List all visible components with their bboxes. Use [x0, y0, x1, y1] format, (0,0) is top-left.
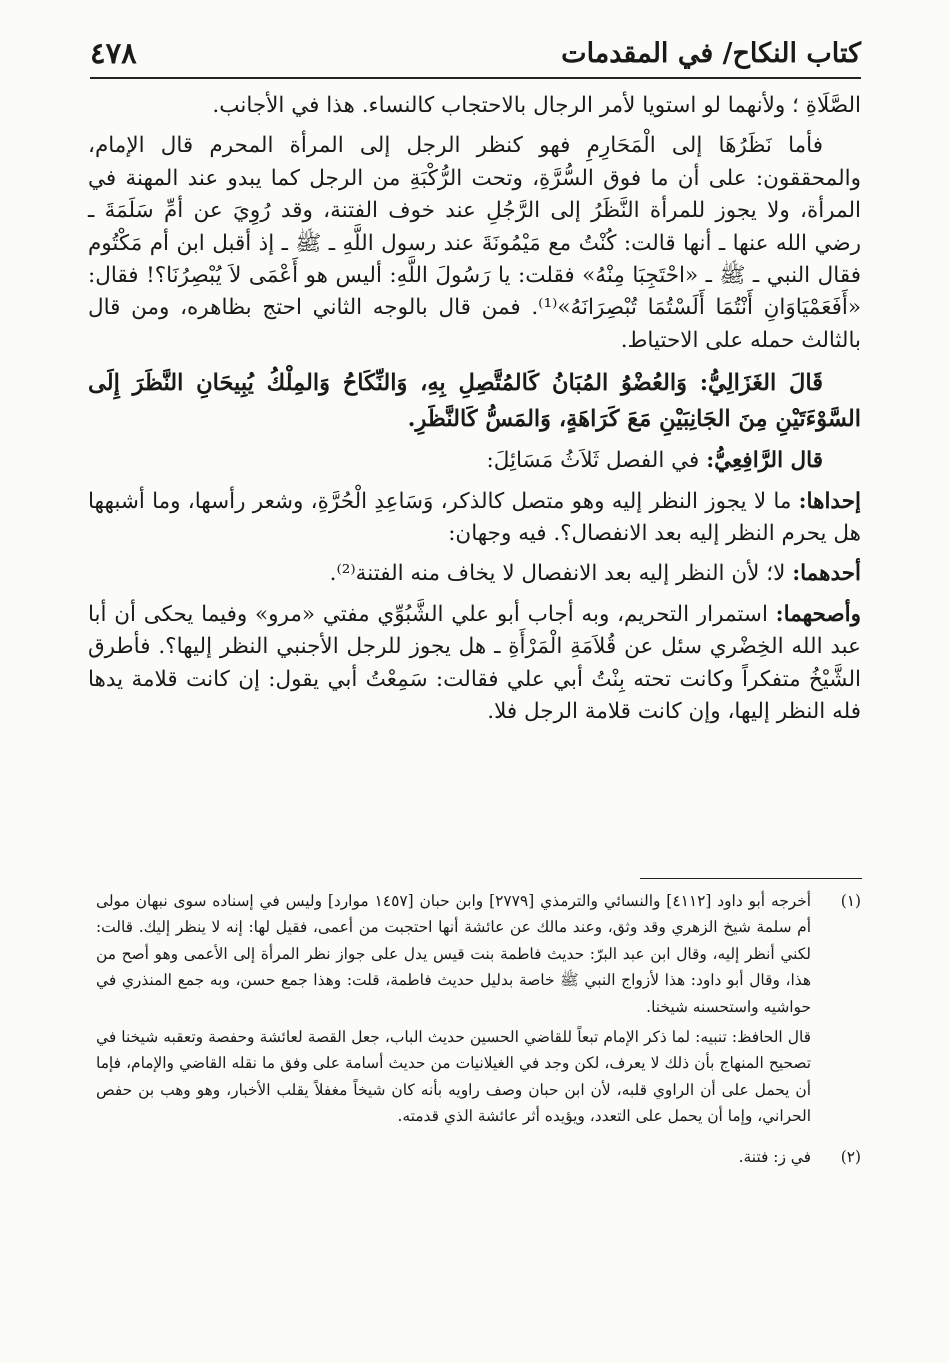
paragraph-first-issue	[88, 486, 861, 551]
footnote-1-number: (١)	[840, 892, 861, 910]
rafii-text: في الفصل ثَلاَثُ مَسَائِلَ:	[486, 448, 700, 474]
footnote-1-hafiz-note: قال الحافظ: تنبيه: لما ذكر الإمام تبعاً للقاضي الحسين حديث الباب، جعل القصة لعائشة وحفصة وتعقبه شيخنا في تصحيح المنهاج بأن ذلك لا يعرف، لكن وجد في الغيلانيات من حديث أسامة على وفق ما نقله القاضي والإمام، فإما أن يحمل على أن الراوي قلبه، لأن ابن حبان وصف راويه بأنه كان شيخاً مغفلاً يقلب الأخبار، وهو وهب بن حفص الحراني، وإما أن يحمل على التعدد، ويؤيده أثر عائشة الذي قدمته.	[96, 1028, 811, 1126]
header-rule	[90, 77, 861, 79]
footnote-2-number: (٢)	[840, 1147, 861, 1166]
main-text	[88, 90, 861, 737]
footnote-1	[96, 888, 861, 1138]
first-view-label: أحدهما:	[792, 561, 861, 587]
page-number: ٤٧٨	[90, 36, 137, 70]
footnote-separator	[640, 878, 862, 879]
paragraph-continuation: الصَّلَاةِ ؛ ولأنهما لو استويا لأمر الرجال بالاحتجاب كالنساء. هذا في الأجانب.	[212, 93, 861, 118]
paragraph-rafii	[88, 445, 861, 477]
footnote-2-text: في ز: فتنة.	[738, 1147, 811, 1166]
footnote-1-text: أخرجه أبو داود [٤١١٢] والنسائي والترمذي [٢٧٧٩] وابن حبان [١٤٥٧ موارد] وليس في إسناده سوى نبهان مولى أم سلمة شيخ الزهري وقد وثق، وعند مالك عن عائشة أنها احتجبت من أعمى، فقيل لها: إنه لا ينظر إليك. قالت: لكني أنظر إليه، وقال ابن عبد البرّ: حديث فاطمة بنت قيس يدل على جواز نظر المرأة إلى الأعمى وهو أصح من هذا، وقال أبو داود: هذا لأزواج النبي ﷺ خاصة بدليل حديث فاطمة، قلت: وهذا جمع حسن، وبه جمع المنذري في حواشيه واستحسنه شيخنا.	[96, 892, 812, 1016]
rafii-label: قال الرَّافِعِيُّ:	[706, 448, 823, 474]
footnotes	[96, 888, 861, 1176]
sounder-view-text: استمرار التحريم، وبه أجاب أبو علي الشَّبُوِّي مفتي «مرو» وفيما يحكى أن أبا عبد الله الخِضْري سئل عن قُلاَمَةِ الْمَرْأَةِ ـ هل يجوز للرجل الأجنبي النظر إليها؟. فأطرق الشَّيْخُ متفكراً وكانت تحته بِنْتُ أبي علي فقالت: سَمِعْتُ أبي يقول: إن كانت قلامة يدها فله النظر إليها، وإن كانت قلامة الرجل فلا.	[88, 601, 861, 725]
page-header	[90, 34, 861, 74]
footnote-1-body	[96, 888, 811, 1138]
footnote-2	[96, 1144, 861, 1170]
first-view-text: لا؛ لأن النظر إليه بعد الانفصال لا يخاف منه الفتنة⁽²⁾.	[329, 561, 786, 587]
paragraph-first-view	[88, 558, 861, 590]
sounder-view-label: وأصحهما:	[775, 601, 861, 627]
paragraph-mahram-gaze: فأما نَظَرُهَا إلى الْمَحَارِمِ فهو كنظر الرجل إلى المرأة المحرم قال الإمام، والمحققون: على أن ما فوق السُّرَّةِ، وتحت الرُّكْبَةِ من الرجل كما يبدو عند المهنة في المرأة، ولا يجوز للمرأة النَّظَرُ إلى الرَّجُلِ عند خوف الفتنة، وقد رُوِيَ عن أمِّ سَلَمَةَ ـ رضي الله عنها ـ أنها قالت: كُنْتُ مع مَيْمُونَةَ عند رسول اللَّهِ ـ ﷺ ـ إذ أقبل ابن أم مَكْتُوم فقال النبي ـ ﷺ ـ «احْتَجِبَا مِنْهُ» فقلت: يا رَسُولَ اللَّهِ: أليس هو أَعْمَى لاَ يُبْصِرُنَا؟! فقال: «أَفَعَمْيَاوَانِ أَنْتُمَا أَلَسْتُمَا تُبْصِرَانَهُ»⁽¹⁾. فمن قال بالوجه الثاني احتج بظاهره، ومن قال بالثالث حمله على الاحتياط.	[88, 133, 861, 353]
running-title: كتاب النكاح/ في المقدمات	[561, 38, 861, 69]
matn-ghazali: قَالَ الغَزَالِيُّ: وَالعُضْوُ المُبَانُ كَالمُتَّصِلِ بِهِ، وَالنِّكَاحُ وَالمِلْكُ يُبِيحَانِ النَّظَرَ إِلَى السَّوْءَتَيْنِ مِنَ الجَانِبَيْنِ مَعَ كَرَاهَةٍ، وَالمَسُّ كَالنَّظَرِ.	[88, 370, 861, 433]
paragraph-sounder-view	[88, 599, 861, 729]
first-issue-text: ما لا يجوز النظر إليه وهو متصل كالذكر، وَسَاعِدِ الْحُرَّةِ، وشعر رأسها، وما أشبهها هل يحرم النظر إليه بعد الانفصال؟. فيه وجهان:	[88, 488, 861, 547]
first-issue-label: إحداها:	[798, 488, 861, 514]
